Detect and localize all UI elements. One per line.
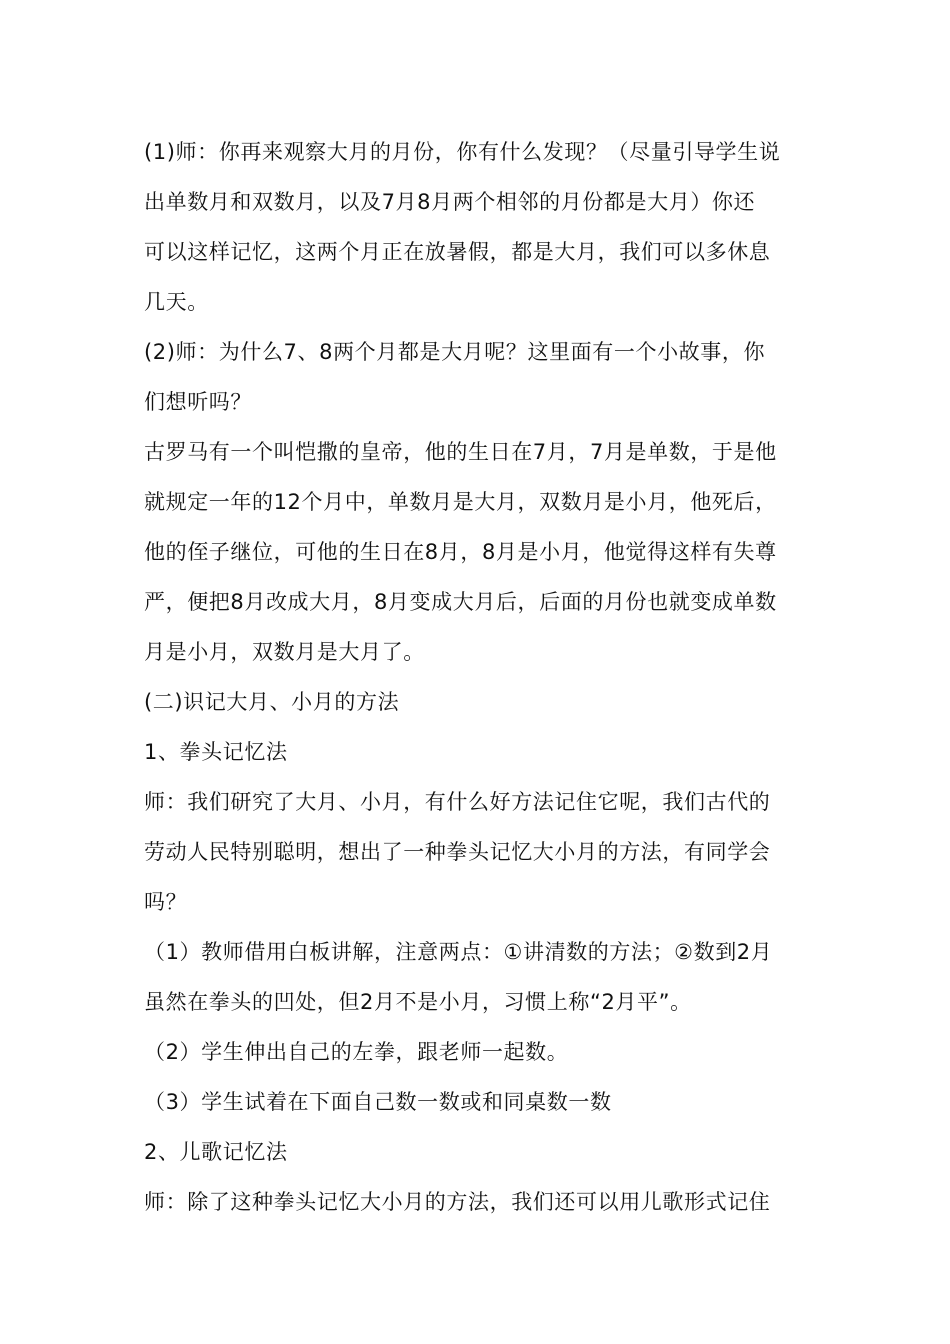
text-line: 古罗马有一个叫恺撒的皇帝，他的生日在7月，7月是单数，于是他 xyxy=(144,440,777,464)
text-line: （3）学生试着在下面自己数一数或和同桌数一数 xyxy=(144,1090,612,1114)
text-line: 出单数月和双数月，以及7月8月两个相邻的月份都是大月）你还 xyxy=(144,190,756,214)
text-line: 们想听吗？ xyxy=(144,390,252,414)
text-line: 他的侄子继位，可他的生日在8月，8月是小月，他觉得这样有失尊 xyxy=(144,540,777,564)
text-line: 师：我们研究了大月、小月，有什么好方法记住它呢，我们古代的 xyxy=(144,790,771,814)
text-line: 严，便把8月改成大月，8月变成大月后，后面的月份也就变成单数 xyxy=(144,590,777,614)
text-line: 吗？ xyxy=(144,890,188,914)
text-line: 虽然在拳头的凹处，但2月不是小月，习惯上称“2月平”。 xyxy=(144,990,692,1014)
text-line: (1)师：你再来观察大月的月份，你有什么发现？（尽量引导学生说 xyxy=(144,140,781,164)
text-line: (2)师：为什么7、8两个月都是大月呢？这里面有一个小故事，你 xyxy=(144,340,766,364)
subsection-heading: 1、拳头记忆法 xyxy=(144,740,288,764)
text-line: 师：除了这种拳头记忆大小月的方法，我们还可以用儿歌形式记住 xyxy=(144,1190,771,1214)
subsection-heading: 2、儿歌记忆法 xyxy=(144,1140,288,1164)
text-line: 月是小月，双数月是大月了。 xyxy=(144,640,425,664)
text-line: 劳动人民特别聪明，想出了一种拳头记忆大小月的方法，有同学会 xyxy=(144,840,771,864)
text-line: （1）教师借用白板讲解，注意两点：①讲清数的方法；②数到2月 xyxy=(144,940,773,964)
text-line: 可以这样记忆，这两个月正在放暑假，都是大月，我们可以多休息 xyxy=(144,240,771,264)
text-line: 就规定一年的12个月中，单数月是大月，双数月是小月，他死后， xyxy=(144,490,777,514)
text-line: 几天。 xyxy=(144,290,209,314)
section-heading: (二)识记大月、小月的方法 xyxy=(144,690,400,714)
text-line: （2）学生伸出自己的左拳，跟老师一起数。 xyxy=(144,1040,569,1064)
